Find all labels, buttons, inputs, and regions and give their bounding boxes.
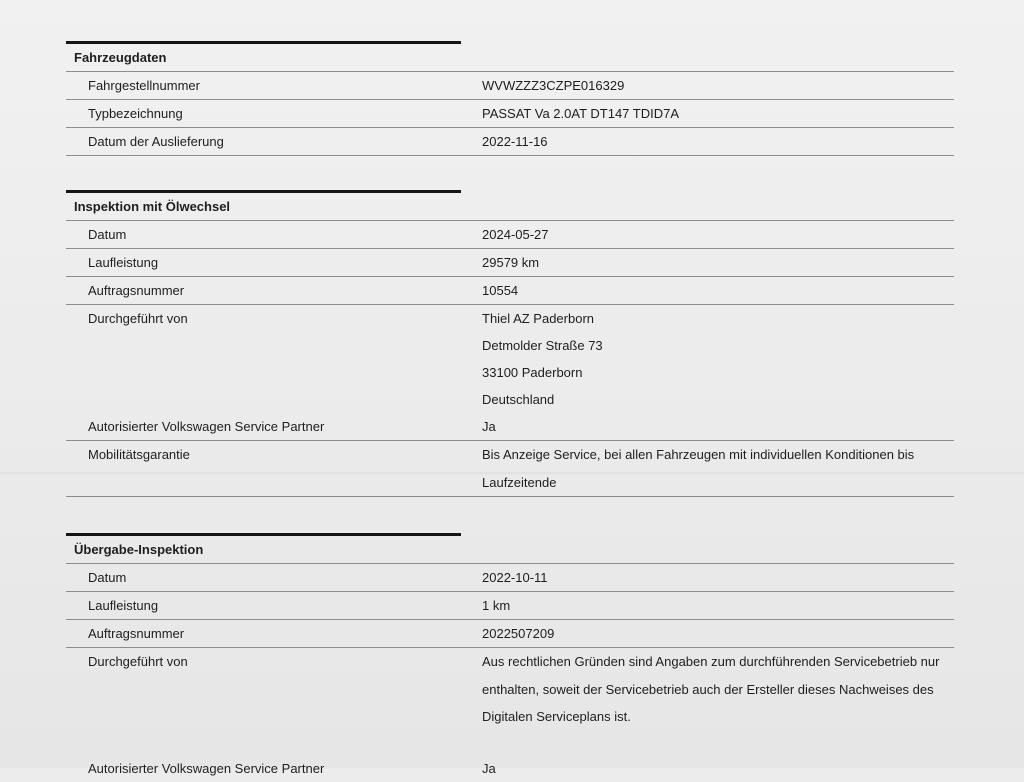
field-label: Autorisierter Volkswagen Service Partner bbox=[88, 760, 325, 776]
section-title: Übergabe-Inspektion bbox=[66, 536, 954, 564]
workshop-country: Deutschland bbox=[482, 392, 555, 407]
field-label: Durchgeführt von bbox=[88, 311, 188, 326]
field-value: Bis Anzeige Service, bei allen Fahrzeugen mit individuellen Konditionen bis Laufzeitende bbox=[482, 447, 915, 490]
address-block bbox=[482, 305, 954, 413]
workshop-city: 33100 Paderborn bbox=[482, 365, 583, 380]
field-value: Ja bbox=[482, 760, 496, 776]
field-value: 10554 bbox=[482, 283, 519, 298]
workshop-street: Detmolder Straße 73 bbox=[482, 338, 603, 353]
field-label: Fahrgestellnummer bbox=[88, 78, 200, 93]
workshop-name: Thiel AZ Paderborn bbox=[482, 311, 595, 326]
partner-row bbox=[66, 755, 954, 782]
vin-row bbox=[66, 72, 954, 100]
field-value: 2022-11-16 bbox=[482, 134, 548, 149]
mileage-row bbox=[66, 592, 954, 620]
field-label: Durchgeführt von bbox=[88, 654, 188, 669]
field-label: Autorisierter Volkswagen Service Partner bbox=[88, 419, 325, 434]
field-value: Aus rechtlichen Gründen sind Angaben zum durchführenden Servicebetrieb nur enthalten, soweit der Servicebetrieb auch der Ersteller dieses Nachweises des Digitalen Serviceplans ist. bbox=[482, 654, 940, 724]
field-label: Datum der Auslieferung bbox=[88, 134, 224, 149]
field-label: Mobilitätsgarantie bbox=[88, 447, 190, 462]
section-title: Fahrzeugdaten bbox=[66, 44, 954, 72]
performed-by-row bbox=[66, 648, 954, 731]
section-handover-inspection bbox=[66, 533, 954, 782]
date-row bbox=[66, 221, 954, 249]
field-label: Datum bbox=[88, 227, 127, 242]
field-value: 2024-05-27 bbox=[482, 227, 549, 242]
field-value: WVWZZZ3CZPE016329 bbox=[482, 78, 625, 93]
field-value: 2022507209 bbox=[482, 626, 555, 641]
field-label: Laufleistung bbox=[88, 598, 159, 613]
field-label: Typbezeichnung bbox=[88, 106, 183, 121]
type-row bbox=[66, 100, 954, 128]
mobility-row bbox=[66, 441, 954, 497]
partner-row bbox=[66, 413, 954, 441]
field-label: Laufleistung bbox=[88, 255, 159, 270]
mileage-row bbox=[66, 249, 954, 277]
field-value: 1 km bbox=[482, 598, 511, 613]
section-title: Inspektion mit Ölwechsel bbox=[66, 193, 954, 221]
field-label: Auftragsnummer bbox=[88, 283, 185, 298]
field-value: PASSAT Va 2.0AT DT147 TDID7A bbox=[482, 106, 680, 121]
section-inspection bbox=[66, 190, 954, 497]
order-number-row bbox=[66, 277, 954, 305]
performed-by-row bbox=[66, 305, 954, 413]
field-label: Datum bbox=[88, 570, 127, 585]
field-label: Auftragsnummer bbox=[88, 626, 185, 641]
date-row bbox=[66, 564, 954, 592]
section-vehicle-data bbox=[66, 41, 954, 156]
order-number-row bbox=[66, 620, 954, 648]
field-value: 2022-10-11 bbox=[482, 570, 548, 585]
field-value: Ja bbox=[482, 419, 496, 434]
delivery-date-row bbox=[66, 128, 954, 156]
field-value: 29579 km bbox=[482, 255, 540, 270]
